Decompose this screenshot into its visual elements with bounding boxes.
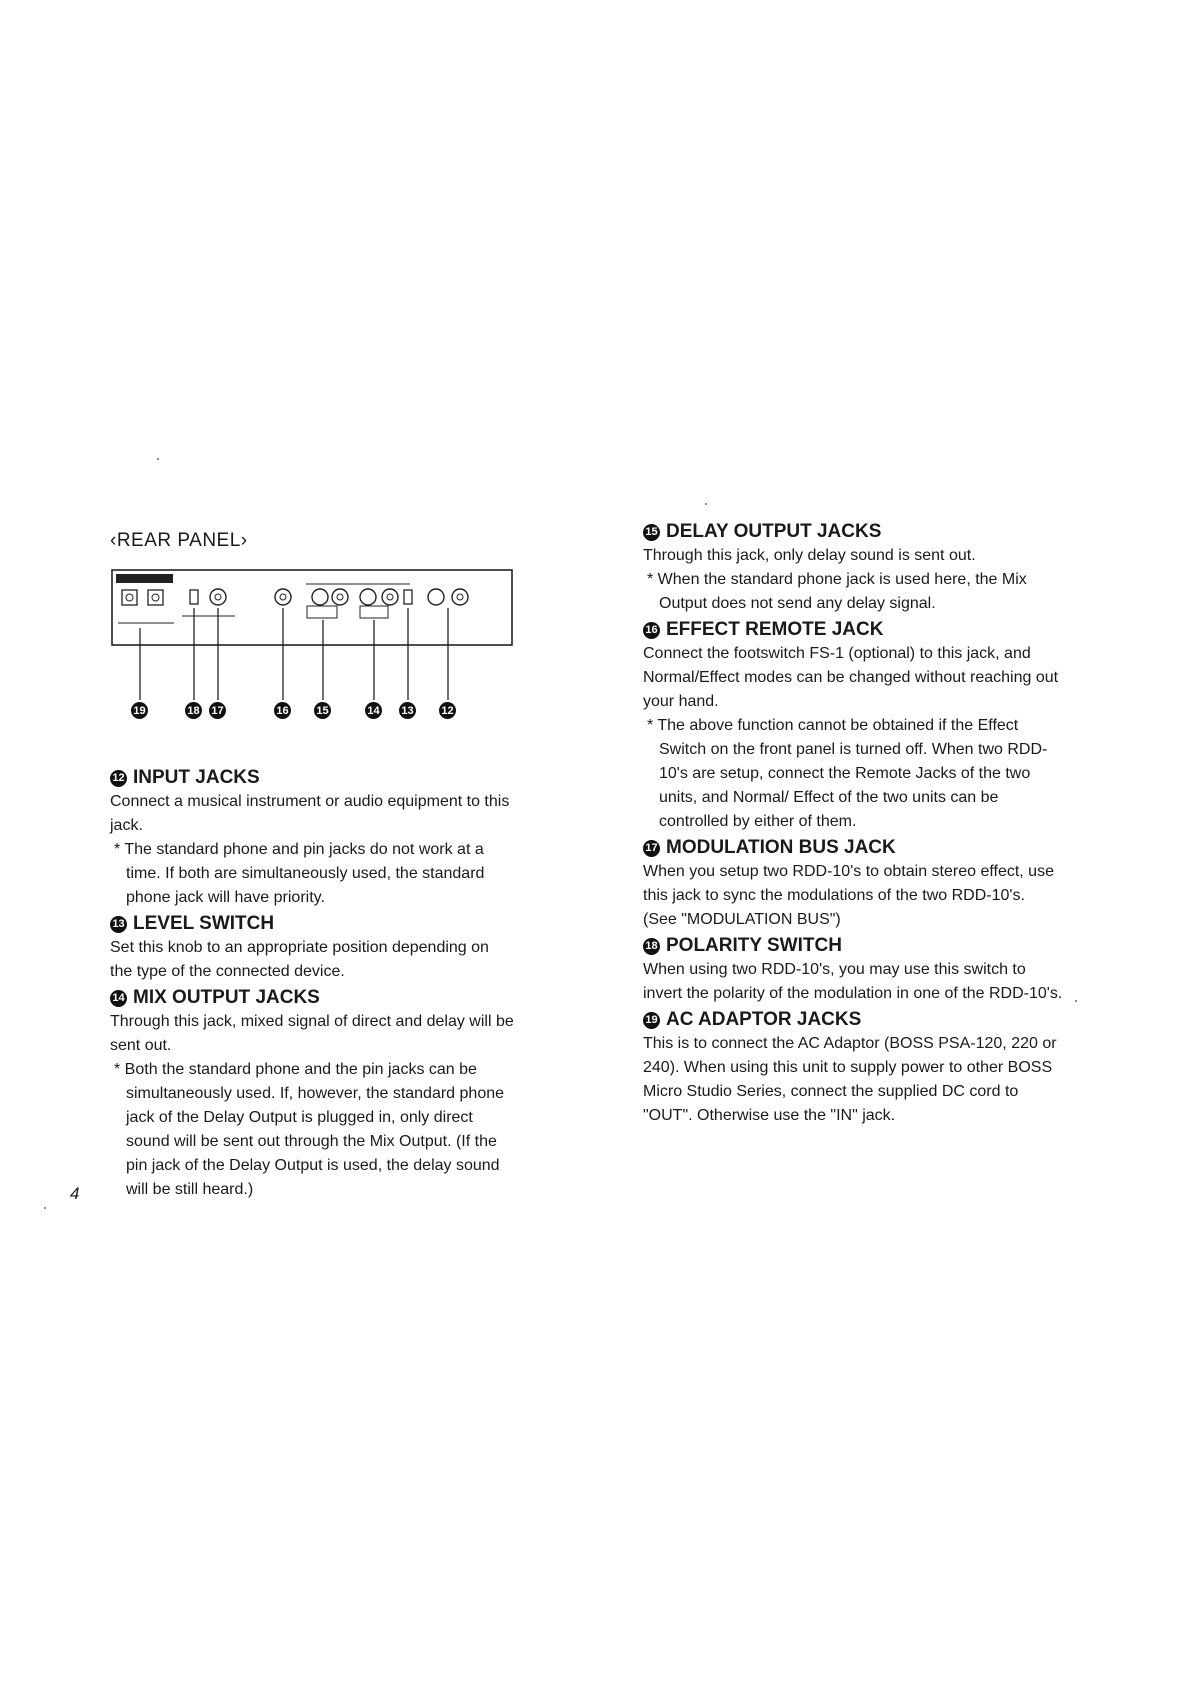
section-body: When using two RDD-10's, you may use this switch to invert the polarity of the modulation in one of the RDD-10's.: [643, 961, 1063, 1002]
section-heading: [110, 986, 515, 1010]
callout-12: 12: [439, 702, 456, 719]
section-level-switch: [110, 912, 515, 984]
callout-14: 14: [365, 702, 382, 719]
section-number: 19: [643, 1012, 660, 1029]
heading-text: AC ADAPTOR JACKS: [666, 1009, 862, 1030]
scan-speck: [705, 503, 707, 505]
section-body: Connect a musical instrument or audio equipment to this jack.: [110, 793, 510, 834]
heading-text: MODULATION BUS JACK: [666, 837, 896, 858]
callout-19: 19: [131, 702, 148, 719]
section-note: * Both the standard phone and the pin jacks can be simultaneously used. If, however, the standard phone jack of the Delay Output is plugged in, only direct sound will be sent out through the Mix Output. (If the pin jack of the Delay Output is used, the delay sound will be still heard.): [114, 1061, 505, 1198]
section-effect-remote-jack: [643, 618, 1063, 834]
section-delay-output-jacks: [643, 520, 1063, 616]
section-note: * The standard phone and pin jacks do not work at a time. If both are simultaneously used, the standard phone jack will have priority.: [114, 841, 485, 906]
heading-text: POLARITY SWITCH: [666, 935, 842, 956]
section-heading: [643, 934, 1063, 958]
section-heading: [643, 836, 1063, 860]
heading-text: DELAY OUTPUT JACKS: [666, 521, 882, 542]
section-body: This is to connect the AC Adaptor (BOSS PSA-120, 220 or 240). When using this unit to supply power to other BOSS Micro Studio Series, connect the supplied DC cord to "OUT". Otherwise use the "IN" jack.: [643, 1035, 1057, 1124]
rear-panel-diagram: [110, 568, 515, 738]
section-body: Set this knob to an appropriate position depending on the type of the connected device.: [110, 939, 489, 980]
callout-15: 15: [314, 702, 331, 719]
scan-speck: [157, 458, 159, 460]
section-number: 13: [110, 916, 127, 933]
section-body: When you setup two RDD-10's to obtain stereo effect, use this jack to sync the modulations of the two RDD-10's. (See "MODULATION BUS"): [643, 863, 1054, 928]
section-note: * When the standard phone jack is used here, the Mix Output does not send any delay signal.: [647, 571, 1027, 612]
section-ac-adaptor-jacks: [643, 1008, 1063, 1128]
section-polarity-switch: [643, 934, 1063, 1006]
section-number: 18: [643, 938, 660, 955]
section-number: 12: [110, 770, 127, 787]
heading-text: EFFECT REMOTE JACK: [666, 619, 884, 640]
section-input-jacks: [110, 766, 515, 910]
right-column: [643, 520, 1063, 1130]
section-heading: [643, 520, 1063, 544]
scan-speck: [1075, 1000, 1077, 1002]
rear-panel-title: ‹REAR PANEL›: [110, 530, 248, 551]
section-mix-output-jacks: [110, 986, 515, 1202]
section-heading: [110, 912, 515, 936]
section-note: * The above function cannot be obtained if the Effect Switch on the front panel is turned off. When two RDD-10's are setup, connect the Remote Jacks of the two units, and Normal/ Effect of the two units can be controlled by either of them.: [647, 717, 1048, 830]
section-number: 14: [110, 990, 127, 1007]
heading-text: LEVEL SWITCH: [133, 913, 275, 934]
section-number: 15: [643, 524, 660, 541]
heading-text: INPUT JACKS: [133, 767, 260, 788]
section-body: Connect the footswitch FS-1 (optional) to this jack, and Normal/Effect modes can be changed without reaching out your hand.: [643, 645, 1059, 710]
callout-16: 16: [274, 702, 291, 719]
scan-speck: [44, 1207, 46, 1209]
section-body: Through this jack, mixed signal of direct and delay will be sent out.: [110, 1013, 514, 1054]
section-number: 17: [643, 840, 660, 857]
section-heading: [643, 1008, 1063, 1032]
callout-13: 13: [399, 702, 416, 719]
heading-text: MIX OUTPUT JACKS: [133, 987, 320, 1008]
callout-18: 18: [185, 702, 202, 719]
section-body: Through this jack, only delay sound is sent out.: [643, 547, 976, 564]
page-number: 4: [70, 1184, 80, 1203]
section-number: 16: [643, 622, 660, 639]
callout-17: 17: [209, 702, 226, 719]
section-modulation-bus-jack: [643, 836, 1063, 932]
left-column: [110, 524, 515, 1204]
section-heading: [643, 618, 1063, 642]
section-heading: [110, 766, 515, 790]
